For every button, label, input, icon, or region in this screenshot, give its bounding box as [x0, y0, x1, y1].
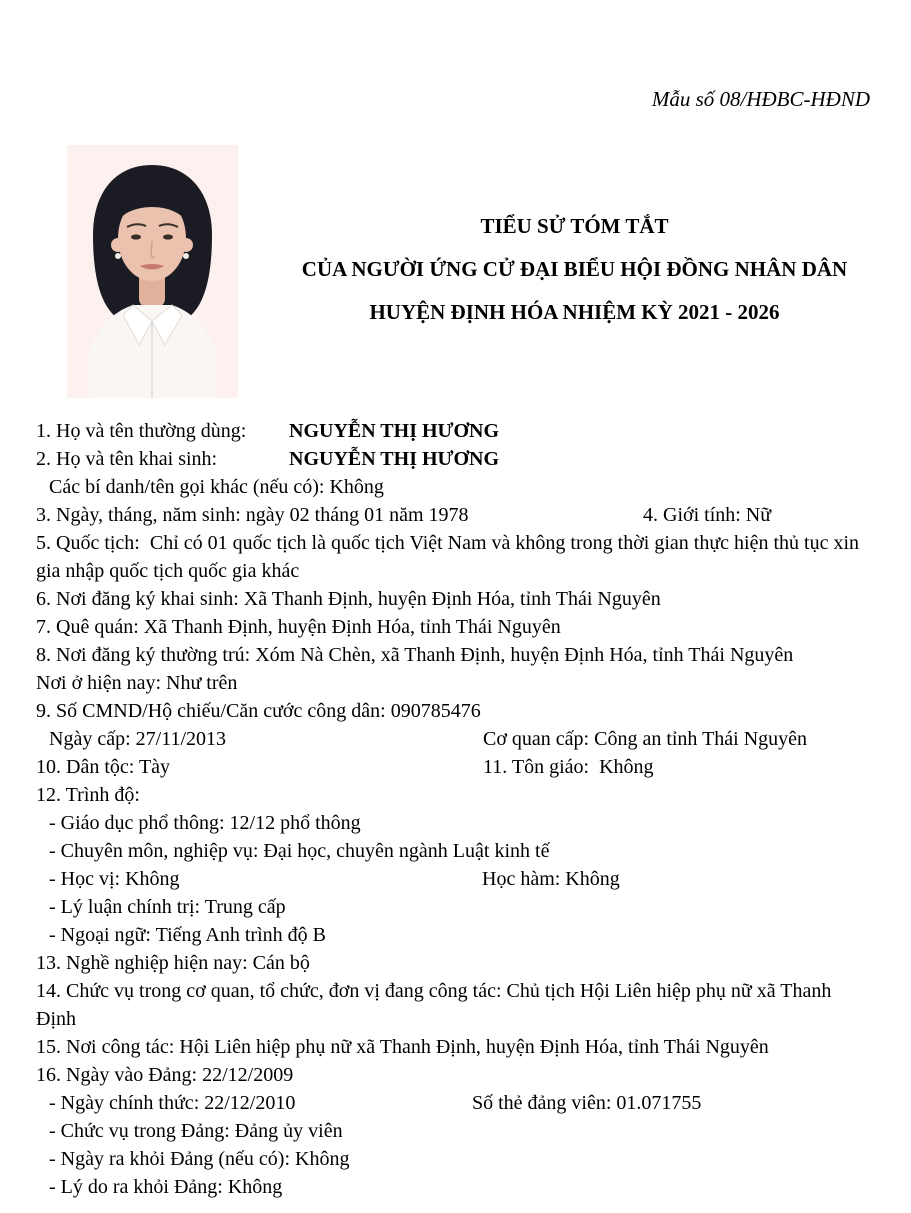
field-education-professional: - Chuyên môn, nghiệp vụ: Đại học, chuyên ngành Luật kinh tế	[49, 840, 550, 862]
field-education-heading: 12. Trình độ:	[36, 784, 140, 806]
document-title	[238, 205, 911, 334]
field-party-official-row	[36, 1089, 876, 1117]
field-common-name	[36, 417, 876, 445]
field-party-card-number: Số thẻ đảng viên: 01.071755	[472, 1092, 702, 1114]
field-gender: 4. Giới tính: Nữ	[643, 504, 772, 526]
field-id-issue-row	[36, 725, 876, 753]
earring-right	[183, 253, 189, 259]
field-birth-registration-place: 6. Nơi đăng ký khai sinh: Xã Thanh Định, huyện Định Hóa, tỉnh Thái Nguyên	[36, 588, 661, 610]
field-party-join-date: 16. Ngày vào Đảng: 22/12/2009	[36, 1064, 294, 1086]
field-party-official-date: - Ngày chính thức: 22/12/2010	[49, 1092, 296, 1114]
field-ethnicity-row	[36, 753, 876, 781]
title-line-3: HUYỆN ĐỊNH HÓA NHIỆM KỲ 2021 - 2026	[369, 300, 780, 324]
field-political-theory: - Lý luận chính trị: Trung cấp	[49, 896, 286, 918]
field-workplace: 15. Nơi công tác: Hội Liên hiệp phụ nữ xã Thanh Định, huyện Định Hóa, tỉnh Thái Nguyên	[36, 1036, 769, 1058]
field-position: 14. Chức vụ trong cơ quan, tổ chức, đơn vị đang công tác: Chủ tịch Hội Liên hiệp phụ nữ xã Thanh Định	[36, 980, 837, 1030]
title-line-1: TIỂU SỬ TÓM TẮT	[480, 214, 669, 238]
field-birth-date: 3. Ngày, tháng, năm sinh: ngày 02 tháng 01 năm 1978	[36, 504, 469, 526]
form-number: Mẫu số 08/HĐBC-HĐND	[651, 87, 870, 111]
field-hometown: 7. Quê quán: Xã Thanh Định, huyện Định Hóa, tỉnh Thái Nguyên	[36, 616, 561, 638]
field-birth-date-row	[36, 501, 876, 529]
field-id-number: 9. Số CMND/Hộ chiếu/Căn cước công dân: 090785476	[36, 700, 481, 722]
field-ethnicity: 10. Dân tộc: Tày	[36, 756, 171, 778]
eye-right	[163, 234, 173, 239]
field-id-issue-date: Ngày cấp: 27/11/2013	[49, 728, 227, 750]
field-academic-degree: - Học vị: Không	[49, 868, 180, 890]
biography-fields	[36, 417, 876, 1201]
field-education-general: - Giáo dục phổ thông: 12/12 phổ thông	[49, 812, 361, 834]
field-common-name-value: NGUYỄN THỊ HƯƠNG	[289, 420, 500, 442]
field-permanent-residence: 8. Nơi đăng ký thường trú: Xóm Nà Chèn, xã Thanh Định, huyện Định Hóa, tỉnh Thái Nguyên	[36, 644, 794, 666]
field-party-position: - Chức vụ trong Đảng: Đảng ủy viên	[49, 1120, 343, 1142]
earring-left	[115, 253, 121, 259]
field-foreign-language: - Ngoại ngữ: Tiếng Anh trình độ B	[49, 924, 326, 946]
field-common-name-label: 1. Họ và tên thường dùng:	[36, 420, 247, 442]
field-religion: 11. Tôn giáo: Không	[483, 756, 654, 778]
field-academic-title: Học hàm: Không	[482, 868, 620, 890]
field-party-leave-date: - Ngày ra khỏi Đảng (nếu có): Không	[49, 1148, 350, 1170]
eye-left	[131, 234, 141, 239]
field-birth-name	[36, 445, 876, 473]
field-academic-row	[36, 865, 876, 893]
field-id-issue-agency: Cơ quan cấp: Công an tỉnh Thái Nguyên	[483, 728, 808, 750]
portrait-photo-image	[67, 145, 238, 398]
field-birth-name-value: NGUYỄN THỊ HƯƠNG	[289, 448, 500, 470]
field-party-leave-reason: - Lý do ra khỏi Đảng: Không	[49, 1176, 283, 1198]
field-occupation: 13. Nghề nghiệp hiện nay: Cán bộ	[36, 952, 310, 974]
title-line-2: CỦA NGƯỜI ỨNG CỬ ĐẠI BIỂU HỘI ĐỒNG NHÂN DÂN	[301, 257, 848, 281]
candidate-photo	[67, 145, 238, 398]
field-nationality: 5. Quốc tịch: Chỉ có 01 quốc tịch là quốc tịch Việt Nam và không trong thời gian thực hiện thủ tục xin gia nhập quốc tịch quốc gia khác	[36, 532, 865, 582]
field-current-residence: Nơi ở hiện nay: Như trên	[36, 672, 238, 694]
field-aliases: Các bí danh/tên gọi khác (nếu có): Không	[49, 476, 384, 498]
field-birth-name-label: 2. Họ và tên khai sinh:	[36, 448, 218, 470]
